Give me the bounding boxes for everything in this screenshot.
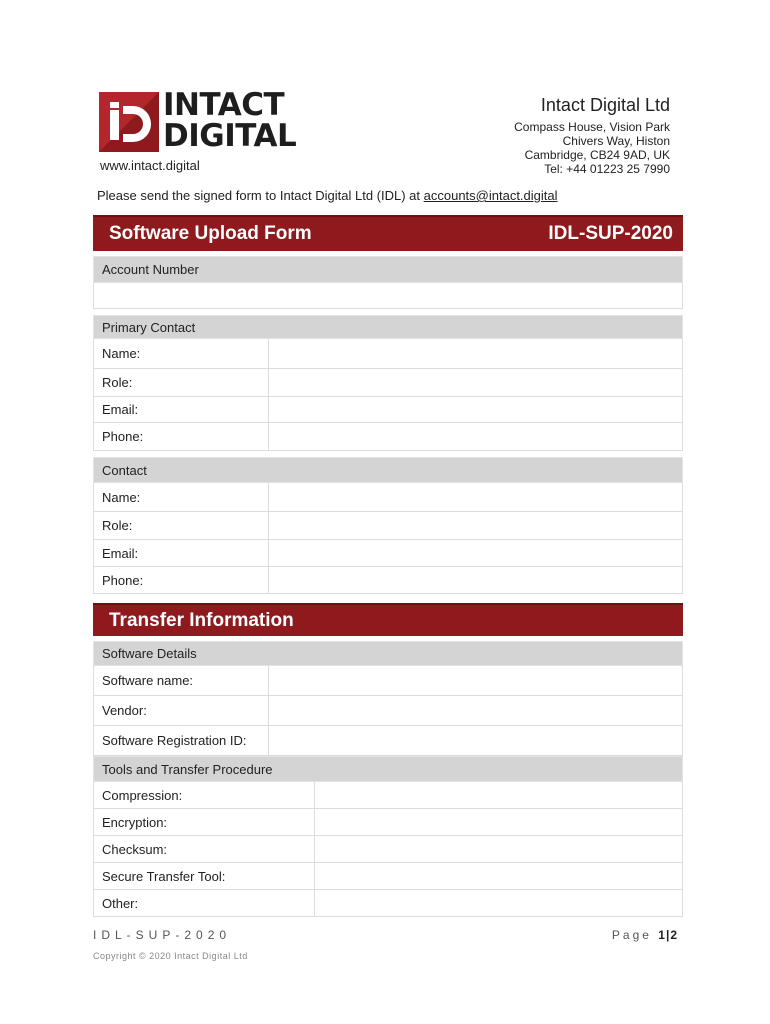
software-name-input[interactable] xyxy=(269,666,682,695)
field-label: Compression: xyxy=(94,782,315,808)
field-label: Name: xyxy=(94,339,269,368)
primary-contact-name-row xyxy=(93,339,683,369)
software-registration-input[interactable] xyxy=(269,726,682,755)
field-label: Role: xyxy=(94,512,269,539)
checksum-input[interactable] xyxy=(315,836,682,862)
account-number-heading: Account Number xyxy=(93,256,683,283)
primary-contact-phone-row xyxy=(93,423,683,451)
primary-contact-role-input[interactable] xyxy=(269,369,682,396)
vendor-input[interactable] xyxy=(269,696,682,725)
form-title-banner xyxy=(93,215,683,251)
field-label: Phone: xyxy=(94,423,269,450)
field-label: Name: xyxy=(94,483,269,511)
account-number-field[interactable] xyxy=(93,283,683,309)
instruction-body: Please send the signed form to Intact Digital Ltd (IDL) at xyxy=(97,188,424,203)
primary-contact-name-input[interactable] xyxy=(269,339,682,368)
field-label: Secure Transfer Tool: xyxy=(94,863,315,889)
field-label: Other: xyxy=(94,890,315,916)
transfer-title-banner xyxy=(93,603,683,636)
contact-heading: Contact xyxy=(93,457,683,483)
address-line-3: Cambridge, CB24 9AD, UK xyxy=(524,148,670,162)
vendor-row xyxy=(93,696,683,726)
website-link[interactable]: www.intact.digital xyxy=(100,158,200,173)
compression-input[interactable] xyxy=(315,782,682,808)
software-registration-row xyxy=(93,726,683,756)
tools-heading: Tools and Transfer Procedure xyxy=(93,756,683,782)
field-label: Checksum: xyxy=(94,836,315,862)
field-label: Email: xyxy=(94,397,269,422)
secure-transfer-tool-row xyxy=(93,863,683,890)
secure-transfer-tool-input[interactable] xyxy=(315,863,682,889)
logo-line-1: INTACT xyxy=(163,87,285,123)
primary-contact-role-row xyxy=(93,369,683,397)
contact-name-input[interactable] xyxy=(269,483,682,511)
instruction-text xyxy=(97,188,558,203)
contact-email-row xyxy=(93,540,683,567)
field-label: Software Registration ID: xyxy=(94,726,269,755)
checksum-row xyxy=(93,836,683,863)
contact-email-input[interactable] xyxy=(269,540,682,566)
address-line-1: Compass House, Vision Park xyxy=(514,120,670,134)
compression-row xyxy=(93,782,683,809)
phone-number: Tel: +44 01223 25 7990 xyxy=(544,162,670,176)
company-logo xyxy=(99,87,297,154)
page-number xyxy=(612,928,678,942)
encryption-row xyxy=(93,809,683,836)
logo-line-2: DIGITAL xyxy=(163,118,297,154)
software-name-row xyxy=(93,666,683,696)
contact-name-row xyxy=(93,483,683,512)
contact-role-row xyxy=(93,512,683,540)
contact-role-input[interactable] xyxy=(269,512,682,539)
field-label: Encryption: xyxy=(94,809,315,835)
address-line-2: Chivers Way, Histon xyxy=(562,134,670,148)
field-label: Role: xyxy=(94,369,269,396)
other-row xyxy=(93,890,683,917)
transfer-title: Transfer Information xyxy=(109,609,294,631)
primary-contact-email-input[interactable] xyxy=(269,397,682,422)
form-title: Software Upload Form xyxy=(109,223,312,244)
page-label: Page xyxy=(611,928,659,942)
company-address xyxy=(514,95,670,176)
software-upload-form xyxy=(93,215,683,594)
page-current: 1 xyxy=(658,928,666,942)
accounts-email-link[interactable]: accounts@intact.digital xyxy=(423,188,558,203)
intact-digital-logo-mark xyxy=(99,92,159,152)
field-label: Software name: xyxy=(94,666,269,695)
contact-phone-input[interactable] xyxy=(269,567,682,593)
field-label: Email: xyxy=(94,540,269,566)
field-label: Vendor: xyxy=(94,696,269,725)
copyright-notice: Copyright © 2020 Intact Digital Ltd xyxy=(93,951,248,961)
software-details-heading: Software Details xyxy=(93,641,683,666)
field-label: Phone: xyxy=(94,567,269,593)
encryption-input[interactable] xyxy=(315,809,682,835)
logo-wordmark xyxy=(163,87,297,154)
contact-phone-row xyxy=(93,567,683,594)
transfer-information-section xyxy=(93,603,683,917)
page-total: 2 xyxy=(670,928,678,942)
page-separator: | xyxy=(665,928,671,942)
primary-contact-email-row xyxy=(93,397,683,423)
form-code: IDL-SUP-2020 xyxy=(548,223,673,244)
primary-contact-phone-input[interactable] xyxy=(269,423,682,450)
primary-contact-heading: Primary Contact xyxy=(93,315,683,339)
company-name: Intact Digital Ltd xyxy=(540,95,670,115)
other-input[interactable] xyxy=(315,890,682,916)
footer-document-code: IDL-SUP-2020 xyxy=(93,928,232,942)
